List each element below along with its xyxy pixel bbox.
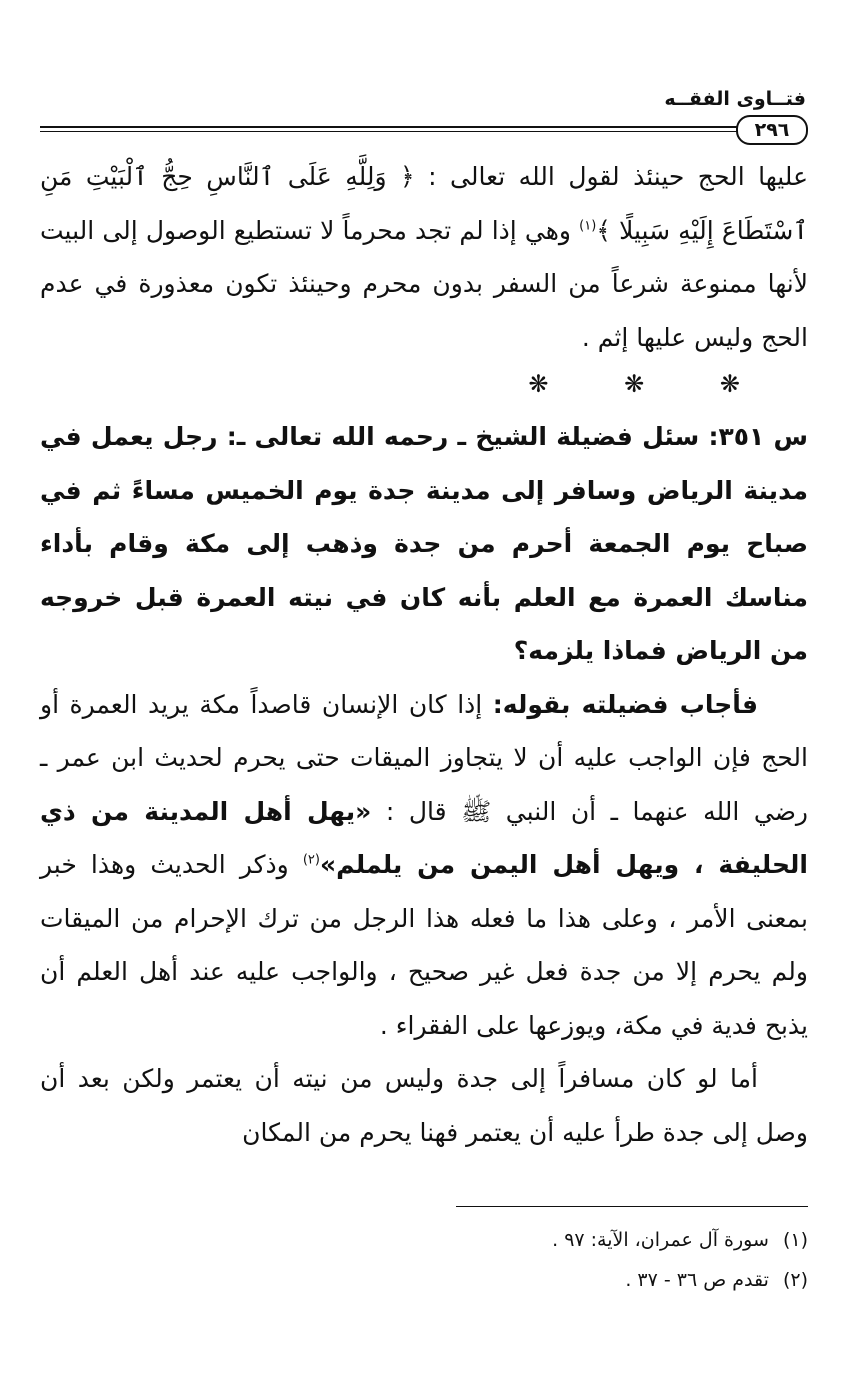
hadith-footnote-ref: (٢): [302, 852, 320, 868]
footnote-2-text: تقدم ص ٣٦ - ٣٧ .: [625, 1269, 769, 1291]
question-label: س ٣٥١:: [708, 422, 808, 451]
paragraph-1: [40, 150, 808, 364]
section-separator: ❋ ❋ ❋: [528, 370, 774, 398]
question-351: [40, 410, 808, 678]
footnote-1-number: (١): [782, 1229, 808, 1251]
last-paragraph-text: أما لو كان مسافراً إلى جدة وليس من نيته أن يعتمر ولكن بعد أن وصل إلى جدة طرأ عليه أن يعتمر فهنا يحرم من المكان: [40, 1064, 808, 1147]
footnotes: [40, 1220, 808, 1300]
verse-footnote-ref: (١): [579, 218, 597, 234]
paragraph-1-intro: عليها الحج حينئذ لقول الله تعالى :: [428, 162, 808, 191]
book-title: فتــاوى الفقــه: [664, 88, 806, 110]
answer-paragraph: [40, 678, 808, 1053]
page-number: ٢٩٦: [736, 115, 808, 145]
main-text: [40, 150, 808, 1159]
answer-label: فأجاب فضيلته بقوله:: [492, 689, 758, 719]
footnote-1: [40, 1220, 808, 1260]
footnote-divider: [456, 1206, 808, 1207]
footnote-1-text: سورة آل عمران، الآية: ٩٧ .: [552, 1229, 769, 1251]
page-header: [40, 84, 808, 144]
quran-verse: ﴿ وَلِلَّهِ عَلَى ٱلنَّاسِ حِجُّ ٱلْبَيْتِ مَنِ ٱسْتَطَاعَ إِلَيْهِ سَبِيلًا ﴾: [40, 162, 808, 245]
question-text: سئل فضيلة الشيخ ـ رحمه الله تعالى ـ: رجل يعمل في مدينة الرياض وسافر إلى مدينة جدة يوم الخميس مساءً ثم في صباح يوم الجمعة أحرم من جدة وذهب إلى مكة وقام بأداء مناسك العمرة مع العلم بأنه كان في نيته العمرة قبل خروجه من الرياض فماذا يلزمه؟: [40, 422, 808, 665]
book-page: [40, 0, 808, 1376]
answer-intro: إذا كان الإنسان قاصداً مكة يريد العمرة أو الحج فإن الواجب عليه أن لا يتجاوز الميقات حتى يحرم لحديث ابن عمر ـ رضي الله عنهما ـ أن النبي ﷺ قال :: [40, 689, 808, 826]
footnote-2: [40, 1260, 808, 1300]
header-rule: [40, 126, 738, 132]
hadith-quote: «يهل أهل المدينة من ذي الحليفة ، ويهل أهل اليمن من يلملم»: [40, 796, 808, 879]
last-paragraph: [40, 1052, 808, 1159]
paragraph-1-rest: وهي إذا لم تجد محرماً لا تستطيع الوصول إلى البيت لأنها ممنوعة شرعاً من السفر بدون محرم وحينئذ تكون معذورة في عدم الحج وليس عليها إثم .: [40, 215, 808, 352]
footnote-2-number: (٢): [782, 1269, 808, 1291]
answer-rest: وذكر الحديث وهذا خبر بمعنى الأمر ، وعلى هذا ما فعله هذا الرجل من ترك الإحرام من الميقات ولم يحرم إلا من جدة فعل غير صحيح ، والواجب عليه عند أهل العلم أن يذبح فدية في مكة، ويوزعها على الفقراء .: [40, 850, 808, 1040]
